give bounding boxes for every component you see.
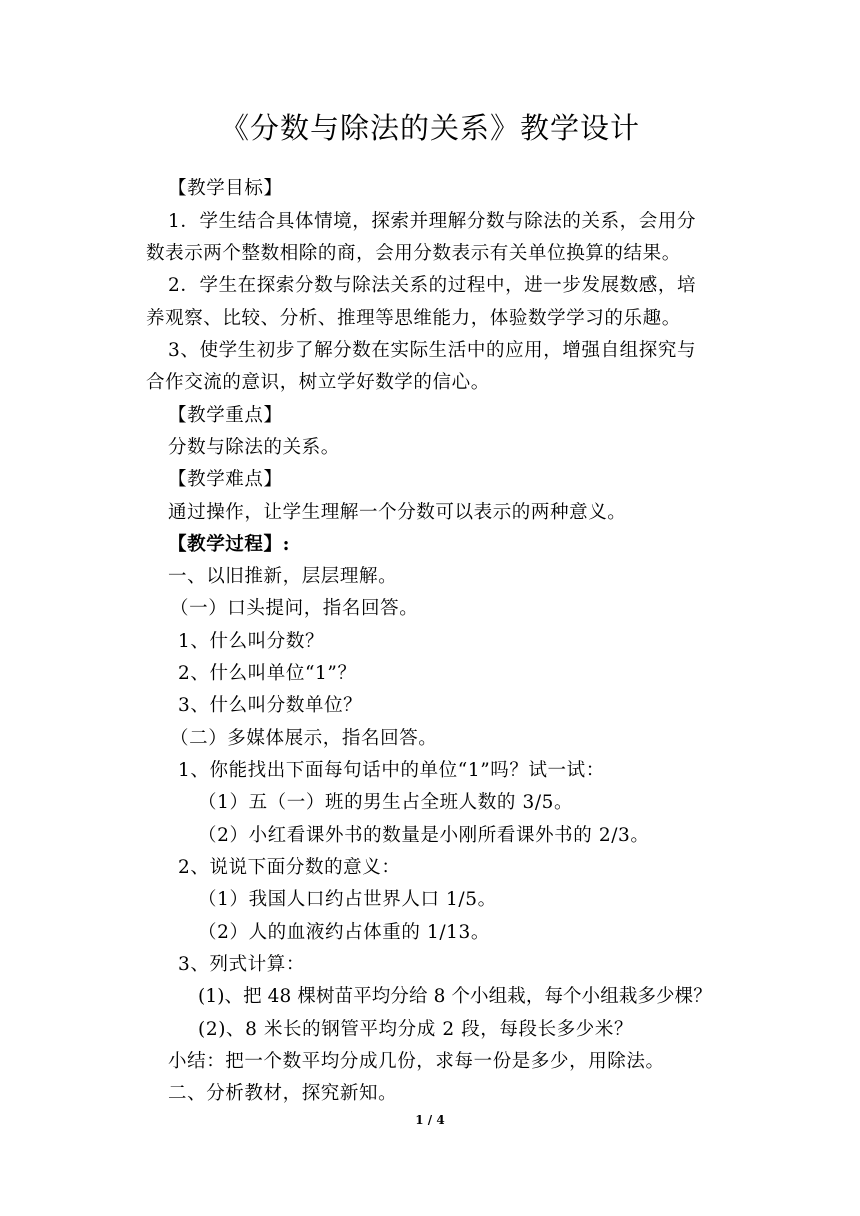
document-page: 《分数与除法的关系》教学设计 【教学目标】 1．学生结合具体情境，探索并理解分数与除法的关系，会用分 数表示两个整数相除的商，会用分数表示有关单位换算的结果。 2．学生在探索分数与除法关系的过程中，进一步发展数感，培 养观察、比较、分析、推理等思维能力，体验数学学习的乐趣。 3、使学生初步了解分数在实际生活中的应用，增强自组探究与 合作交流的意识，树立学好数学的信心。 【教学重点】 分数与除法的关系。 【教学难点】 通过操作，让学生理解一个分数可以表示的两种意义。 【教学过程】: 一、以旧推新，层层理解。 （一）口头提问，指名回答。 1、什么叫分数？ 2、什么叫单位“1”？ 3、什么叫分数单位？ （二）多媒体展示，指名回答。 1、你能找出下面每句话中的单位“1”吗？试一试： （1）五（一）班的男生占全班人数的 3/5。 （2）小红看课外书的数量是小刚所看课外书的 2/3。 2、说说下面分数的意义： （1）我国人口约占世界人口 1/5。 （2）人的血液约占体重的 1/13。 3、列式计算： (1)、把 48 棵树苗平均分给 8 个小组栽，每个小组栽多少棵？ (2)、8 米长的钢管平均分成 2 段，每段长多少米？ 小结：把一个数平均分成几份，求每一份是多少，用除法。 二、分析教材，探究新知。 1 / 4: [0, 0, 860, 1216]
document-title: 《分数与除法的关系》教学设计: [219, 111, 640, 145]
page-number: 1 / 4: [415, 1113, 445, 1127]
